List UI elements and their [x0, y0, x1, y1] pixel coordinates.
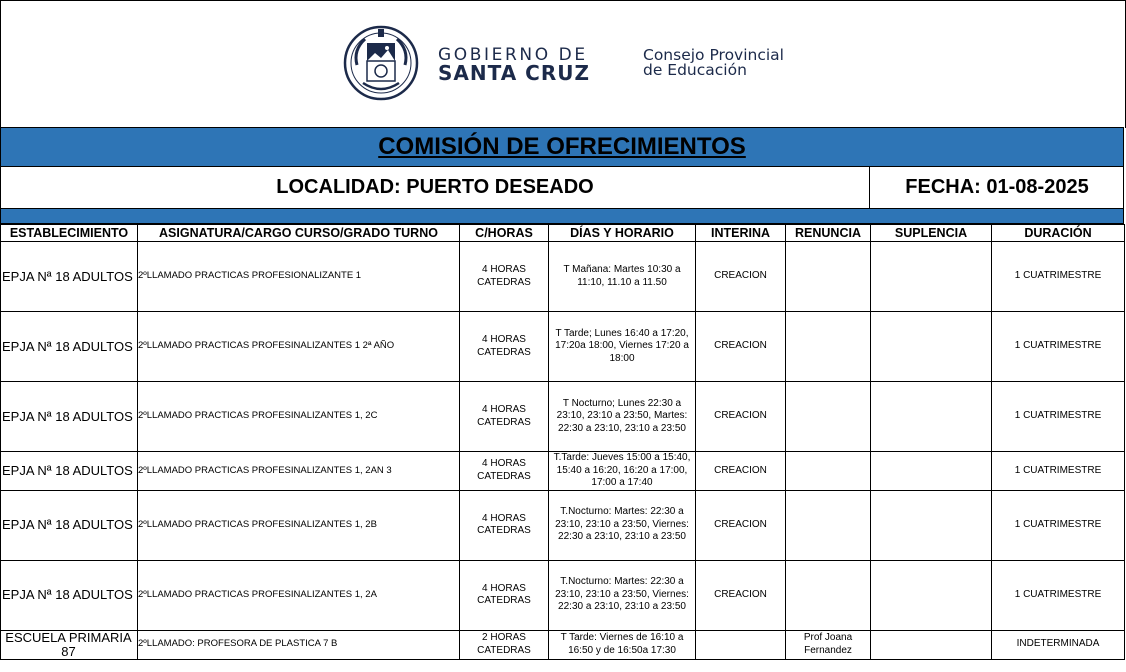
renuncia-cell: [786, 312, 871, 382]
column-header: C/HORAS: [460, 225, 549, 242]
separator-band: [0, 209, 1124, 224]
renuncia-cell: Prof Joana Fernandez: [786, 630, 871, 659]
title-band: [0, 127, 1124, 167]
horas-cell: 4 HORAS CATEDRAS: [460, 312, 549, 382]
suplencia-cell: [871, 382, 992, 452]
table-header-row: [1, 225, 1125, 242]
renuncia-cell: [786, 490, 871, 560]
council-name-line1: Consejo Provincial: [643, 46, 784, 64]
duracion-cell: 1 CUATRIMESTRE: [992, 312, 1125, 382]
interina-cell: CREACION: [696, 382, 786, 452]
horario-cell: T.Nocturno: Martes: 22:30 a 23:10, 23:10 a 23:50, Viernes: 22:30 a 23:10, 23:10 a 23:50: [549, 560, 696, 630]
suplencia-cell: [871, 312, 992, 382]
interina-cell: CREACION: [696, 452, 786, 491]
horas-cell: 4 HORAS CATEDRAS: [460, 242, 549, 312]
column-header: RENUNCIA: [786, 225, 871, 242]
establecimiento-cell: EPJA Nª 18 ADULTOS: [1, 312, 138, 382]
establecimiento-cell: EPJA Nª 18 ADULTOS: [1, 382, 138, 452]
horario-cell: T.Tarde: Jueves 15:00 a 15:40, 15:40 a 16:20, 16:20 a 17:00, 17:00 a 17:40: [549, 452, 696, 491]
suplencia-cell: [871, 630, 992, 659]
table-row: [1, 490, 1125, 560]
asignatura-cell: 2ºLLAMADO PRACTICAS PROFESINALIZANTES 1, 2AN 3: [138, 452, 460, 491]
suplencia-cell: [871, 490, 992, 560]
localidad-label: LOCALIDAD: PUERTO DESEADO: [1, 167, 870, 208]
table-row: [1, 560, 1125, 630]
page-title: COMISIÓN DE OFRECIMIENTOS: [378, 133, 746, 160]
horario-cell: T Nocturno; Lunes 22:30 a 23:10, 23:10 a 23:50, Martes: 22:30 a 23:10, 23:10 a 23:50: [549, 382, 696, 452]
interina-cell: CREACION: [696, 490, 786, 560]
column-header: ASIGNATURA/CARGO CURSO/GRADO TURNO: [138, 225, 460, 242]
column-header: ESTABLECIMIENTO: [1, 225, 138, 242]
establecimiento-cell: EPJA Nª 18 ADULTOS: [1, 452, 138, 491]
horario-cell: T Tarde; Lunes 16:40 a 17:20, 17:20a 18:00, Viernes 17:20 a 18:00: [549, 312, 696, 382]
horario-cell: T Mañana: Martes 10:30 a 11:10, 11.10 a 11.50: [549, 242, 696, 312]
renuncia-cell: [786, 242, 871, 312]
interina-cell: [696, 630, 786, 659]
duracion-cell: INDETERMINADA: [992, 630, 1125, 659]
fecha-label: FECHA: 01-08-2025: [905, 176, 1089, 198]
interina-cell: CREACION: [696, 560, 786, 630]
council-name-line2: de Educación: [643, 61, 747, 79]
establecimiento-cell: ESCUELA PRIMARIA 87: [1, 630, 138, 659]
horas-cell: 4 HORAS CATEDRAS: [460, 382, 549, 452]
offerings-table: [0, 224, 1125, 660]
letterhead: [0, 0, 1126, 128]
duracion-cell: 1 CUATRIMESTRE: [992, 452, 1125, 491]
asignatura-cell: 2ºLLAMADO: PROFESORA DE PLASTICA 7 B: [138, 630, 460, 659]
asignatura-cell: 2ºLLAMADO PRACTICAS PROFESIONALIZANTE 1: [138, 242, 460, 312]
horario-cell: T.Nocturno: Martes: 22:30 a 23:10, 23:10 a 23:50, Viernes: 22:30 a 23:10, 23:10 a 23:50: [549, 490, 696, 560]
government-name-line2: SANTA CRUZ: [438, 61, 590, 85]
establecimiento-cell: EPJA Nª 18 ADULTOS: [1, 560, 138, 630]
horas-cell: 4 HORAS CATEDRAS: [460, 560, 549, 630]
horario-cell: T Tarde: Viernes de 16:10 a 16:50 y de 16:50a 17:30: [549, 630, 696, 659]
council-name: [643, 48, 784, 78]
column-header: INTERINA: [696, 225, 786, 242]
asignatura-cell: 2ºLLAMADO PRACTICAS PROFESINALIZANTES 1, 2A: [138, 560, 460, 630]
duracion-cell: 1 CUATRIMESTRE: [992, 560, 1125, 630]
table-row: [1, 382, 1125, 452]
renuncia-cell: [786, 560, 871, 630]
interina-cell: CREACION: [696, 242, 786, 312]
horas-cell: 2 HORAS CATEDRAS: [460, 630, 549, 659]
establecimiento-cell: EPJA Nª 18 ADULTOS: [1, 490, 138, 560]
table-row: [1, 242, 1125, 312]
government-name-line1: GOBIERNO DE: [438, 45, 588, 65]
renuncia-cell: [786, 382, 871, 452]
santa-cruz-coat-of-arms-icon: [343, 25, 419, 101]
horas-cell: 4 HORAS CATEDRAS: [460, 490, 549, 560]
asignatura-cell: 2ºLLAMADO PRACTICAS PROFESINALIZANTES 1, 2C: [138, 382, 460, 452]
horas-cell: 4 HORAS CATEDRAS: [460, 452, 549, 491]
suplencia-cell: [871, 452, 992, 491]
renuncia-cell: [786, 452, 871, 491]
suplencia-cell: [871, 242, 992, 312]
table-row: [1, 312, 1125, 382]
column-header: DÍAS Y HORARIO: [549, 225, 696, 242]
duracion-cell: 1 CUATRIMESTRE: [992, 382, 1125, 452]
establecimiento-cell: EPJA Nª 18 ADULTOS: [1, 242, 138, 312]
asignatura-cell: 2ºLLAMADO PRACTICAS PROFESINALIZANTES 1, 2B: [138, 490, 460, 560]
duracion-cell: 1 CUATRIMESTRE: [992, 242, 1125, 312]
suplencia-cell: [871, 560, 992, 630]
interina-cell: CREACION: [696, 312, 786, 382]
table-row: [1, 630, 1125, 659]
column-header: DURACIÓN: [992, 225, 1125, 242]
duracion-cell: 1 CUATRIMESTRE: [992, 490, 1125, 560]
table-row: [1, 452, 1125, 491]
column-header: SUPLENCIA: [871, 225, 992, 242]
asignatura-cell: 2ºLLAMADO PRACTICAS PROFESINALIZANTES 1 2ª AÑO: [138, 312, 460, 382]
location-band: [0, 167, 1124, 209]
